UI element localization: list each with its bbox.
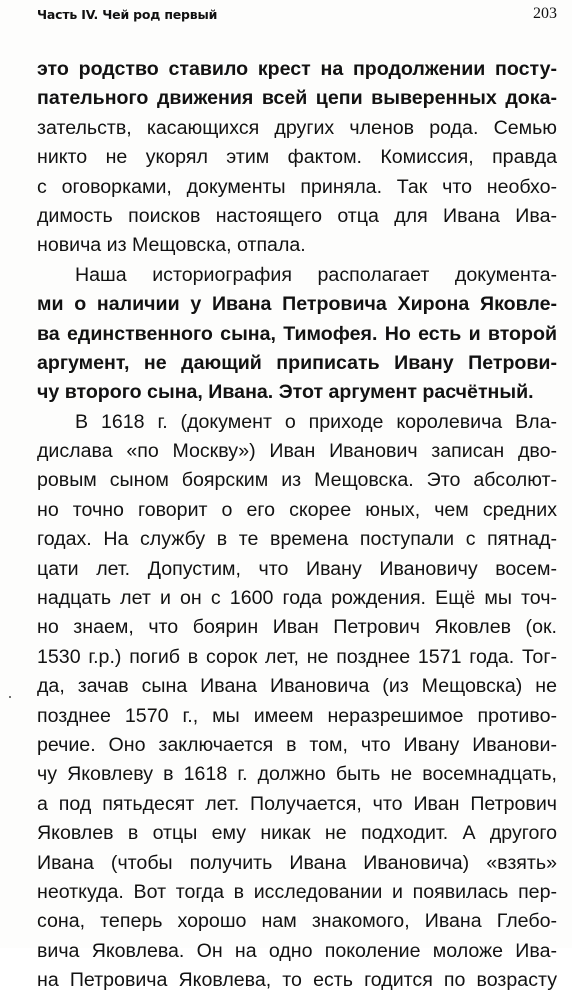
margin-speck xyxy=(9,696,11,698)
text-line: чу второго сына, Ивана. Этот аргумент расчётный. xyxy=(37,381,534,404)
text-line: позднее 1570 г., мы имеем неразрешимое противо- xyxy=(37,704,557,727)
text-line: да, зачав сына Ивана Ивановича (из Мещовска) не xyxy=(37,675,557,698)
text-line: ми о наличии у Ивана Петровича Хирона Яковле- xyxy=(37,293,557,316)
page-number: 203 xyxy=(533,5,557,22)
text-line: речие. Оно заключается в том, что Ивану Иванови- xyxy=(37,733,557,756)
text-line: пательного движения всей цепи выверенных дока- xyxy=(37,87,557,110)
text-line: 1530 г.р.) погиб в сорок лет, не позднее 1571 года. Тог- xyxy=(37,645,557,668)
text-line: надцать лет и он с 1600 года рождения. Ещё мы точ- xyxy=(37,587,557,610)
text-line: но знаем, что боярин Иван Петрович Яковлев (ок. xyxy=(37,616,557,639)
text-line: с оговорками, документы приняла. Так что необхо- xyxy=(37,175,557,198)
text-line: ровым сыном боярским из Мещовска. Это абсолют- xyxy=(37,469,557,492)
text-line: дислава «по Москву») Иван Иванович записан дво- xyxy=(37,440,557,463)
text-line: но точно говорит о его скорее юных, чем средних xyxy=(37,498,557,521)
running-head: Часть IV. Чей род первый xyxy=(37,7,218,22)
text-line: годах. На службу в те времена поступали с пятнад- xyxy=(37,528,557,551)
text-line: Ивана (чтобы получить Ивана Ивановича) «взять» xyxy=(37,851,557,874)
text-line: неоткуда. Вот тогда в исследовании и появилась пер- xyxy=(37,880,557,903)
text-line: это родство ставило крест на продолжении посту- xyxy=(37,58,557,80)
text-line: Яковлев в отцы ему никак не подходит. А другого xyxy=(37,822,557,845)
text-line: цати лет. Допустим, что Ивану Ивановичу восем- xyxy=(37,557,557,580)
text-line: на Петровича Яковлева, то есть годится по возрасту xyxy=(37,969,557,992)
text-line: никто не укорял этим фактом. Комиссия, правда xyxy=(37,146,557,169)
text-line: димость поисков настоящего отца для Ивана Ива- xyxy=(37,204,557,227)
text-line: сона, теперь хорошо нам знакомого, Ивана Глебо- xyxy=(37,910,557,933)
text-line: В 1618 г. (документ о приходе королевича Вла- xyxy=(75,410,557,433)
page-header xyxy=(37,5,557,29)
text-line: ва единственного сына, Тимофея. Но есть и второй xyxy=(37,322,557,345)
text-line: а под пятьдесят лет. Получается, что Иван Петрович xyxy=(37,792,557,815)
text-line: вича Яковлева. Он на одно поколение моложе Ива- xyxy=(37,939,557,962)
text-line: Наша историография располагает документа- xyxy=(75,263,557,286)
text-line: аргумент, не дающий приписать Ивану Петрови- xyxy=(37,351,557,374)
body-text xyxy=(37,55,557,996)
text-line: зательств, касающихся других членов рода. Семью xyxy=(37,116,557,139)
text-line: новича из Мещовска, отпала. xyxy=(37,234,306,257)
text-line: чу Яковлеву в 1618 г. должно быть не восемнадцать, xyxy=(37,763,557,786)
